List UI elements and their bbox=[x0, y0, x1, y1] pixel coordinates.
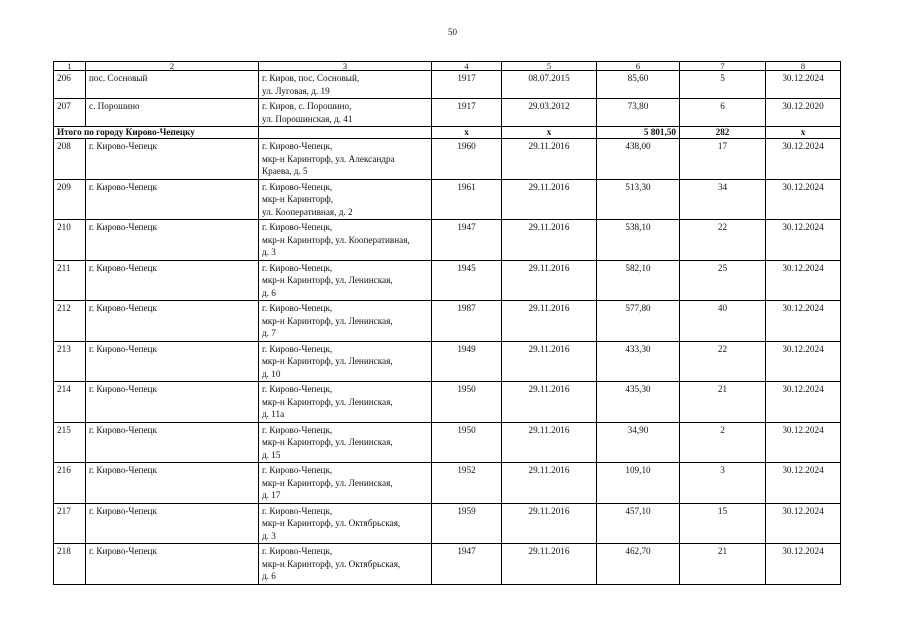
row-number: 206 bbox=[54, 71, 86, 99]
recognition-date-cell: 29.11.2016 bbox=[502, 301, 597, 342]
address-line: д. 10 bbox=[262, 368, 281, 379]
address-line: мкр-н Каринторф, ул. Ленинская, bbox=[262, 315, 393, 326]
recognition-date-cell: 29.11.2016 bbox=[502, 220, 597, 261]
recognition-date-cell: 29.11.2016 bbox=[502, 179, 597, 220]
settlement-cell: с. Порошино bbox=[86, 99, 259, 127]
address-line: д. 7 bbox=[262, 328, 276, 338]
address-cell bbox=[259, 422, 432, 463]
table-row bbox=[54, 382, 841, 423]
housing-registry-table bbox=[53, 61, 841, 585]
area-cell: 577,80 bbox=[597, 301, 680, 342]
address-cell bbox=[259, 220, 432, 261]
year-built-cell: 1917 bbox=[432, 99, 502, 127]
column-number: 7 bbox=[680, 62, 766, 71]
column-number: 1 bbox=[54, 62, 86, 71]
address-line: д. 15 bbox=[262, 449, 281, 460]
address-line: мкр-н Каринторф, ул. Александра bbox=[262, 153, 395, 164]
address-cell bbox=[259, 179, 432, 220]
area-cell: 85,60 bbox=[597, 71, 680, 99]
address-line: мкр-н Каринторф, ул. Октябрьская, bbox=[262, 518, 401, 528]
settlement-cell: г. Кирово-Чепецк bbox=[86, 220, 259, 261]
deadline-cell: 30.12.2024 bbox=[766, 179, 841, 220]
residents-count-cell: 21 bbox=[680, 382, 766, 423]
recognition-date-cell: 29.11.2016 bbox=[502, 503, 597, 544]
address-line: г. Кирово-Чепецк, bbox=[262, 141, 333, 151]
recognition-date-cell: 29.11.2016 bbox=[502, 139, 597, 180]
table-row bbox=[54, 99, 841, 127]
residents-count-cell: 22 bbox=[680, 341, 766, 382]
column-number: 4 bbox=[432, 62, 502, 71]
row-number: 209 bbox=[54, 179, 86, 220]
address-line: г. Кирово-Чепецк, bbox=[262, 424, 333, 435]
address-line: д. 11а bbox=[262, 409, 285, 419]
row-number: 208 bbox=[54, 139, 86, 180]
address-line: мкр-н Каринторф, ул. Ленинская, bbox=[262, 356, 393, 366]
column-number: 3 bbox=[259, 62, 432, 71]
table-row bbox=[54, 341, 841, 382]
settlement-cell: г. Кирово-Чепецк bbox=[86, 260, 259, 301]
address-line: г. Киров, с. Порошино, bbox=[262, 101, 352, 111]
settlement-cell: г. Кирово-Чепецк bbox=[86, 422, 259, 463]
deadline-cell: 30.12.2024 bbox=[766, 301, 841, 342]
year-built-cell: 1949 bbox=[432, 341, 502, 382]
column-number: 8 bbox=[766, 62, 841, 71]
year-built-cell: 1945 bbox=[432, 260, 502, 301]
address-line: ул. Порошинская, д. 41 bbox=[262, 113, 353, 124]
year-built-cell: 1947 bbox=[432, 544, 502, 585]
address-line: г. Киров, пос. Сосновый, bbox=[262, 73, 360, 83]
address-line: д. 6 bbox=[262, 571, 276, 581]
address-line: мкр-н Каринторф, ул. Ленинская, bbox=[262, 275, 393, 285]
area-cell: 109,10 bbox=[597, 463, 680, 504]
address-line: д. 6 bbox=[262, 287, 276, 298]
address-cell bbox=[259, 463, 432, 504]
address-line: ул. Луговая, д. 19 bbox=[262, 85, 330, 96]
deadline-cell: 30.12.2024 bbox=[766, 503, 841, 544]
column-number: 6 bbox=[597, 62, 680, 71]
settlement-cell: г. Кирово-Чепецк bbox=[86, 503, 259, 544]
year-built-cell: 1947 bbox=[432, 220, 502, 261]
table-row bbox=[54, 71, 841, 99]
settlement-cell: г. Кирово-Чепецк bbox=[86, 382, 259, 423]
deadline-cell: 30.12.2024 bbox=[766, 220, 841, 261]
row-number: 217 bbox=[54, 503, 86, 544]
address-line: г. Кирово-Чепецк, bbox=[262, 465, 333, 475]
deadline-cell: 30.12.2024 bbox=[766, 341, 841, 382]
settlement-cell: г. Кирово-Чепецк bbox=[86, 463, 259, 504]
address-cell bbox=[259, 139, 432, 180]
recognition-date-cell: 29.03.2012 bbox=[502, 99, 597, 127]
total-col8: х bbox=[766, 127, 841, 139]
total-area: 5 801,50 bbox=[597, 127, 680, 139]
settlement-cell: пос. Сосновый bbox=[86, 71, 259, 99]
address-cell bbox=[259, 544, 432, 585]
address-line: г. Кирово-Чепецк, bbox=[262, 303, 333, 313]
deadline-cell: 30.12.2024 bbox=[766, 139, 841, 180]
deadline-cell: 30.12.2020 bbox=[766, 99, 841, 127]
address-line: д. 3 bbox=[262, 530, 276, 541]
address-line: г. Кирово-Чепецк, bbox=[262, 546, 333, 556]
table-body bbox=[54, 62, 841, 585]
address-cell bbox=[259, 71, 432, 99]
column-number: 2 bbox=[86, 62, 259, 71]
address-line: мкр-н Каринторф, ул. Кооперативная, bbox=[262, 234, 410, 245]
residents-count-cell: 21 bbox=[680, 544, 766, 585]
address-cell bbox=[259, 301, 432, 342]
recognition-date-cell: 29.11.2016 bbox=[502, 463, 597, 504]
row-number: 213 bbox=[54, 341, 86, 382]
row-number: 218 bbox=[54, 544, 86, 585]
table-row bbox=[54, 139, 841, 180]
address-cell bbox=[259, 99, 432, 127]
residents-count-cell: 5 bbox=[680, 71, 766, 99]
total-count: 282 bbox=[680, 127, 766, 139]
year-built-cell: 1960 bbox=[432, 139, 502, 180]
deadline-cell: 30.12.2024 bbox=[766, 544, 841, 585]
address-line: г. Кирово-Чепецк, bbox=[262, 505, 333, 516]
year-built-cell: 1950 bbox=[432, 422, 502, 463]
table-row bbox=[54, 220, 841, 261]
row-number: 210 bbox=[54, 220, 86, 261]
deadline-cell: 30.12.2024 bbox=[766, 382, 841, 423]
address-line: г. Кирово-Чепецк, bbox=[262, 343, 333, 354]
address-line: ул. Кооперативная, д. 2 bbox=[262, 206, 353, 217]
total-empty bbox=[259, 127, 432, 139]
page-number: 50 bbox=[448, 27, 457, 37]
area-cell: 438,00 bbox=[597, 139, 680, 180]
residents-count-cell: 25 bbox=[680, 260, 766, 301]
address-line: мкр-н Каринторф, ул. Ленинская, bbox=[262, 477, 393, 488]
total-label: Итого по городу Кирово-Чепецку bbox=[54, 127, 259, 139]
table-row bbox=[54, 503, 841, 544]
table-row bbox=[54, 463, 841, 504]
deadline-cell: 30.12.2024 bbox=[766, 422, 841, 463]
address-line: Краева, д. 5 bbox=[262, 166, 308, 176]
address-line: д. 17 bbox=[262, 490, 281, 500]
address-cell bbox=[259, 503, 432, 544]
table-row bbox=[54, 260, 841, 301]
address-cell bbox=[259, 341, 432, 382]
table-row bbox=[54, 301, 841, 342]
area-cell: 462,70 bbox=[597, 544, 680, 585]
area-cell: 73,80 bbox=[597, 99, 680, 127]
recognition-date-cell: 29.11.2016 bbox=[502, 544, 597, 585]
year-built-cell: 1987 bbox=[432, 301, 502, 342]
residents-count-cell: 2 bbox=[680, 422, 766, 463]
row-number: 214 bbox=[54, 382, 86, 423]
year-built-cell: 1950 bbox=[432, 382, 502, 423]
area-cell: 582,10 bbox=[597, 260, 680, 301]
address-line: г. Кирово-Чепецк, bbox=[262, 262, 333, 273]
row-number: 207 bbox=[54, 99, 86, 127]
table-row bbox=[54, 422, 841, 463]
year-built-cell: 1961 bbox=[432, 179, 502, 220]
address-cell bbox=[259, 260, 432, 301]
settlement-cell: г. Кирово-Чепецк bbox=[86, 139, 259, 180]
area-cell: 513,30 bbox=[597, 179, 680, 220]
settlement-cell: г. Кирово-Чепецк bbox=[86, 544, 259, 585]
row-number: 216 bbox=[54, 463, 86, 504]
address-line: мкр-н Каринторф, ул. Ленинская, bbox=[262, 437, 393, 447]
table-row bbox=[54, 544, 841, 585]
residents-count-cell: 15 bbox=[680, 503, 766, 544]
year-built-cell: 1952 bbox=[432, 463, 502, 504]
row-number: 211 bbox=[54, 260, 86, 301]
address-line: г. Кирово-Чепецк, bbox=[262, 384, 333, 394]
area-cell: 433,30 bbox=[597, 341, 680, 382]
address-line: мкр-н Каринторф, ул. Ленинская, bbox=[262, 396, 393, 407]
column-number-row bbox=[54, 62, 841, 71]
area-cell: 457,10 bbox=[597, 503, 680, 544]
settlement-cell: г. Кирово-Чепецк bbox=[86, 301, 259, 342]
year-built-cell: 1959 bbox=[432, 503, 502, 544]
area-cell: 435,30 bbox=[597, 382, 680, 423]
total-col5: х bbox=[502, 127, 597, 139]
address-cell bbox=[259, 382, 432, 423]
residents-count-cell: 3 bbox=[680, 463, 766, 504]
total-row bbox=[54, 127, 841, 139]
recognition-date-cell: 29.11.2016 bbox=[502, 341, 597, 382]
address-line: г. Кирово-Чепецк, bbox=[262, 181, 333, 192]
year-built-cell: 1917 bbox=[432, 71, 502, 99]
residents-count-cell: 40 bbox=[680, 301, 766, 342]
residents-count-cell: 22 bbox=[680, 220, 766, 261]
residents-count-cell: 34 bbox=[680, 179, 766, 220]
settlement-cell: г. Кирово-Чепецк bbox=[86, 341, 259, 382]
row-number: 215 bbox=[54, 422, 86, 463]
area-cell: 538,10 bbox=[597, 220, 680, 261]
residents-count-cell: 17 bbox=[680, 139, 766, 180]
address-line: мкр-н Каринторф, bbox=[262, 194, 333, 204]
total-col4: х bbox=[432, 127, 502, 139]
area-cell: 34,90 bbox=[597, 422, 680, 463]
deadline-cell: 30.12.2024 bbox=[766, 260, 841, 301]
address-line: д. 3 bbox=[262, 247, 276, 257]
recognition-date-cell: 29.11.2016 bbox=[502, 382, 597, 423]
settlement-cell: г. Кирово-Чепецк bbox=[86, 179, 259, 220]
address-line: мкр-н Каринторф, ул. Октябрьская, bbox=[262, 558, 401, 569]
recognition-date-cell: 08.07.2015 bbox=[502, 71, 597, 99]
row-number: 212 bbox=[54, 301, 86, 342]
table-row bbox=[54, 179, 841, 220]
deadline-cell: 30.12.2024 bbox=[766, 463, 841, 504]
deadline-cell: 30.12.2024 bbox=[766, 71, 841, 99]
recognition-date-cell: 29.11.2016 bbox=[502, 260, 597, 301]
column-number: 5 bbox=[502, 62, 597, 71]
recognition-date-cell: 29.11.2016 bbox=[502, 422, 597, 463]
residents-count-cell: 6 bbox=[680, 99, 766, 127]
address-line: г. Кирово-Чепецк, bbox=[262, 222, 333, 232]
